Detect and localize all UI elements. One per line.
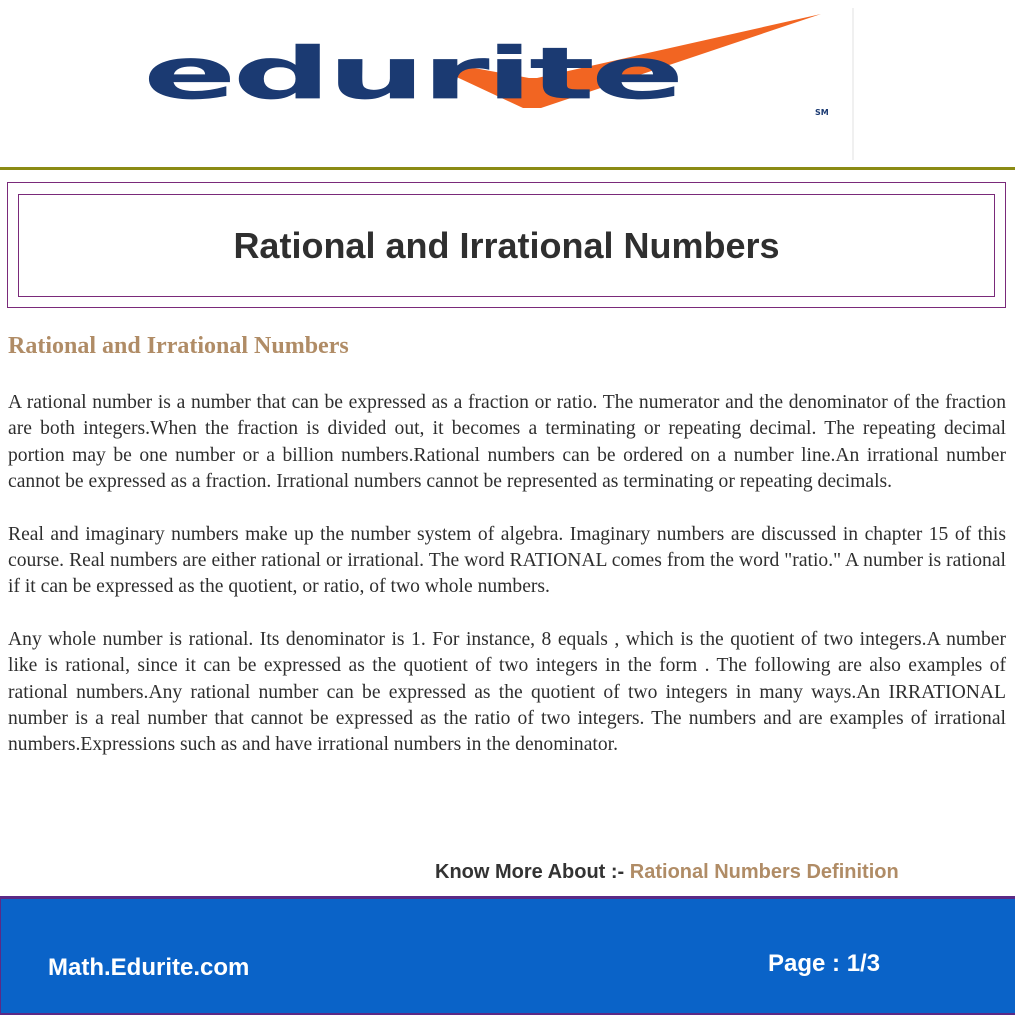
footer-site-name[interactable]: Math.Edurite.com [48, 954, 250, 981]
service-mark: SM [815, 108, 829, 117]
page-number: Page : 1/3 [768, 950, 881, 977]
paragraph-1: A rational number is a number that can be expressed as a fraction or ratio. The numerator and the denominator of the fraction are both integers.When the fraction is divided out, it becomes a terminating or repeating decimal. The repeating decimal portion may be one number or a billion numbers.Rational numbers can be ordered on a number line.An irrational number cannot be expressed as a fraction. Irrational numbers cannot be represented as terminating or repeating decimals. [8, 392, 1006, 493]
title-box [7, 182, 1006, 308]
page-footer [0, 896, 1015, 1015]
article-body [8, 390, 1006, 785]
section-heading: Rational and Irrational Numbers [8, 333, 349, 359]
know-more-link[interactable]: Rational Numbers Definition [629, 861, 899, 883]
edurite-logo [143, 8, 855, 160]
logo-divider [852, 8, 854, 160]
header-divider [0, 167, 1015, 170]
logo-wordmark: edurite [143, 31, 681, 116]
title-box-inner [18, 194, 995, 297]
paragraph-2: Real and imaginary numbers make up the number system of algebra. Imaginary numbers are discussed in chapter 15 of this course. Real numbers are either rational or irrational. The word RATIONAL comes from the word "ratio." A number is rational if it can be expressed as the quotient, or ratio, of two whole numbers. [8, 523, 1006, 598]
page-header [0, 0, 1015, 168]
know-more-label: Know More About :- [435, 861, 625, 883]
page-title: Rational and Irrational Numbers [233, 225, 780, 266]
paragraph-3: Any whole number is rational. Its denominator is 1. For instance, 8 equals , which is the quotient of two integers.A number like is rational, since it can be expressed as the quotient of two integers in the form . The following are also examples of rational numbers.Any rational number can be expressed as the quotient of two integers in many ways.An IRRATIONAL number is a real number that cannot be expressed as the ratio of two integers. The numbers and are examples of irrational numbers.Expressions such as and have irrational numbers in the denominator. [8, 628, 1006, 756]
know-more [435, 861, 899, 884]
